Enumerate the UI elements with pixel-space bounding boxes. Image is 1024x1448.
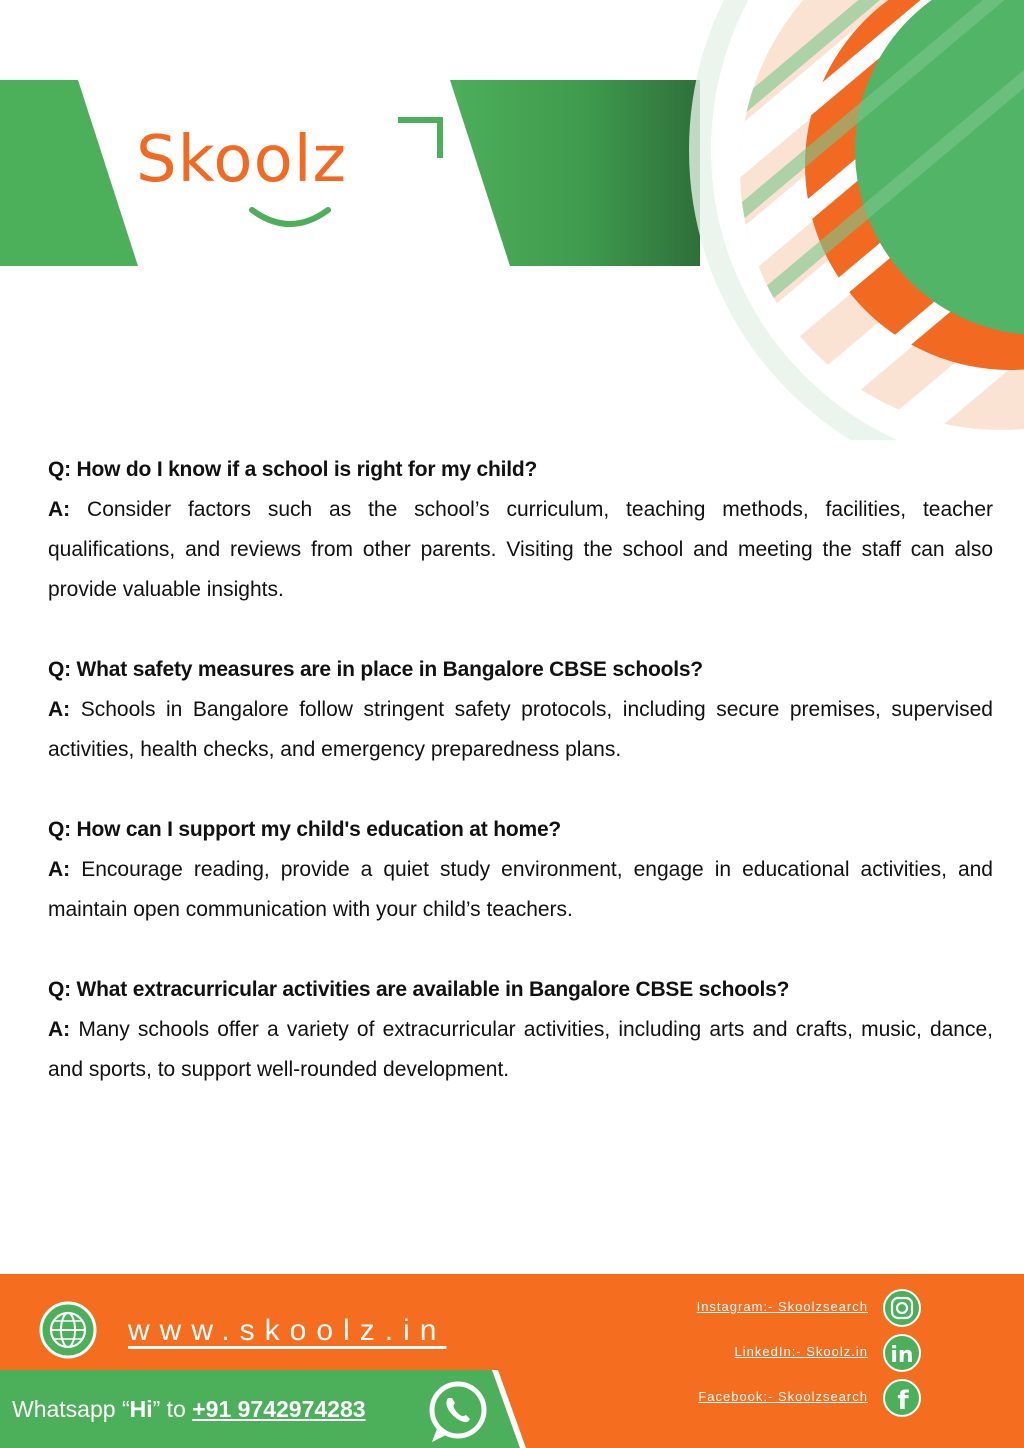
logo-smile [252,210,328,224]
globe-icon [41,1303,95,1357]
answer-label: A: [48,498,71,521]
footer [0,1274,1024,1448]
faq-item [48,810,993,930]
answer-label: A: [48,698,71,721]
facebook-link[interactable]: Facebook:- Skoolzsearch [698,1389,868,1404]
instagram-link[interactable]: Instagram:- Skoolzsearch [696,1299,868,1314]
faq-item [48,450,993,610]
answer-label: A: [48,858,71,881]
left-green-band [0,80,138,266]
right-green-band [450,80,700,266]
faq-answer [48,690,993,770]
answer-text: Schools in Bangalore follow stringent safety protocols, including secure premises, supervised activities, health checks, and emergency preparedness plans. [48,698,993,761]
faq-answer [48,850,993,930]
svg-text:in: in [890,1343,914,1368]
linkedin-link[interactable]: LinkedIn:- Skoolz.in [734,1344,868,1359]
header-decoration [0,0,1024,440]
faq-question: Q: What extracurricular activities are available in Bangalore CBSE schools? [48,978,790,1001]
answer-text: Many schools offer a variety of extracurricular activities, including arts and crafts, music, dance, and sports, to support well-rounded development. [48,1018,993,1081]
website-link[interactable]: www.skoolz.in [128,1314,447,1347]
whatsapp-hi: Hi [129,1396,153,1422]
logo: Skoolz [136,123,348,197]
logo-arrow [398,120,440,158]
answer-text: Encourage reading, provide a quiet study environment, engage in educational activities, and maintain open communication with your child’s teachers. [48,858,993,921]
faq-question: Q: What safety measures are in place in Bangalore CBSE schools? [48,658,703,681]
faq-question: Q: How do I know if a school is right for my child? [48,458,538,481]
faq-answer [48,1010,993,1090]
faq-question: Q: How can I support my child's education at home? [48,818,562,841]
answer-label: A: [48,1018,71,1041]
faq-section [48,450,993,1130]
svg-text:f: f [897,1386,909,1416]
whatsapp-number[interactable]: +91 9742974283 [192,1396,366,1422]
facebook-icon[interactable] [884,1380,920,1416]
answer-text: Consider factors such as the school’s curriculum, teaching methods, facilities, teacher qualifications, and reviews from other parents. Visiting the school and meeting the staff can also provide valuable insights. [48,498,993,601]
whatsapp-prefix: Whatsapp “ [12,1396,130,1422]
instagram-icon[interactable] [884,1290,920,1326]
whatsapp-mid: ” to [152,1396,193,1422]
faq-item [48,650,993,770]
linkedin-icon[interactable] [884,1335,920,1371]
faq-item [48,970,993,1090]
whatsapp-cta[interactable] [12,1396,366,1423]
faq-answer [48,490,993,610]
